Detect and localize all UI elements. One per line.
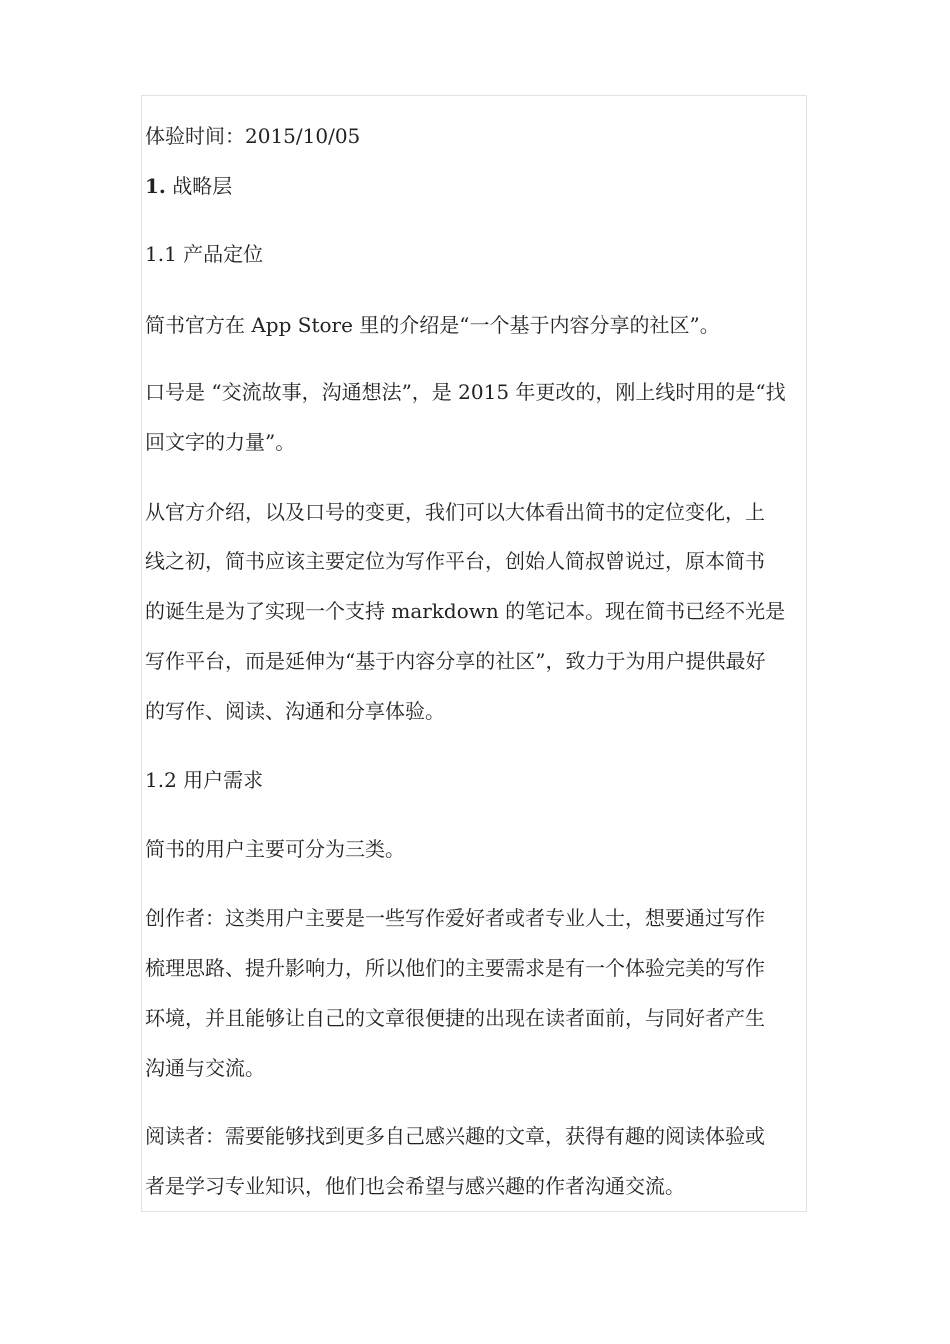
paragraph-positioning-line-2: 线之初，简书应该主要定位为写作平台，创始人简叔曾说过，原本简书 bbox=[145, 549, 765, 573]
paragraph-reader-line-1: 阅读者：需要能够找到更多自己感兴趣的文章，获得有趣的阅读体验或 bbox=[145, 1124, 765, 1148]
paragraph-slogan-line-2: 回文字的力量”。 bbox=[145, 430, 296, 454]
experience-time: 体验时间：2015/10/05 bbox=[145, 124, 361, 148]
paragraph-creator-line-1: 创作者：这类用户主要是一些写作爱好者或者专业人士，想要通过写作 bbox=[145, 906, 765, 930]
paragraph-positioning-line-1: 从官方介绍，以及口号的变更，我们可以大体看出简书的定位变化，上 bbox=[145, 500, 765, 524]
section-1-1-heading: 1.1 产品定位 bbox=[145, 242, 264, 266]
section-1-heading bbox=[145, 172, 807, 200]
paragraph-slogan-line-1: 口号是 “交流故事，沟通想法”，是 2015 年更改的，刚上线时用的是“找 bbox=[145, 380, 786, 404]
paragraph-creator-line-2: 梳理思路、提升影响力，所以他们的主要需求是有一个体验完美的写作 bbox=[145, 956, 765, 980]
section-1-2-heading: 1.2 用户需求 bbox=[145, 768, 264, 792]
section-1-title: 战略层 bbox=[165, 174, 233, 198]
paragraph-reader-line-2: 者是学习专业知识，他们也会希望与感兴趣的作者沟通交流。 bbox=[145, 1174, 685, 1198]
paragraph-positioning-line-5: 的写作、阅读、沟通和分享体验。 bbox=[145, 699, 445, 723]
paragraph-user-types-intro: 简书的用户主要可分为三类。 bbox=[145, 837, 405, 861]
paragraph-app-store-intro: 简书官方在 App Store 里的介绍是“一个基于内容分享的社区”。 bbox=[145, 313, 720, 337]
paragraph-positioning-line-3: 的诞生是为了实现一个支持 markdown 的笔记本。现在简书已经不光是 bbox=[145, 599, 786, 623]
paragraph-creator-line-3: 环境，并且能够让自己的文章很便捷的出现在读者面前，与同好者产生 bbox=[145, 1006, 765, 1030]
paragraph-positioning-line-4: 写作平台，而是延伸为“基于内容分享的社区”，致力于为用户提供最好 bbox=[145, 649, 766, 673]
section-1-number: 1. bbox=[145, 174, 166, 198]
paragraph-creator-line-4: 沟通与交流。 bbox=[145, 1056, 265, 1080]
